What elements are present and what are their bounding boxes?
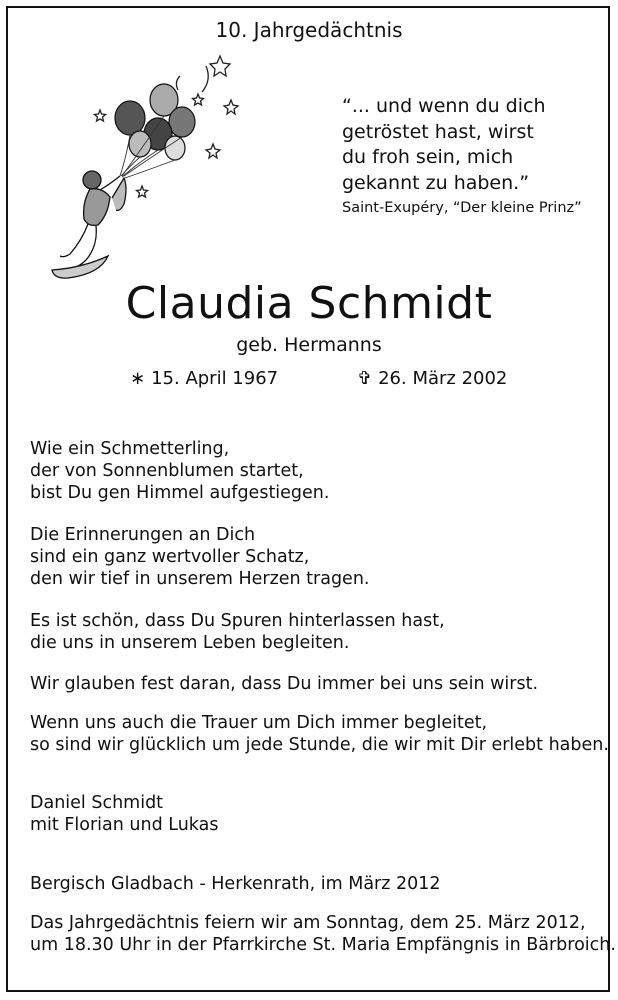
poem-stanza [30,610,445,654]
deceased-name: Claudia Schmidt [125,278,493,329]
star-icon [224,100,238,114]
star-icon [137,186,148,197]
poem-line: Wenn uns auch die Trauer um Dich immer begleitet, [30,713,488,733]
poem-stanza [30,524,369,590]
quote-line: du froh sein, mich [342,146,514,168]
poem-line: der von Sonnenblumen startet, [30,461,304,481]
death-date: 26. März 2002 [378,368,508,389]
star-icon [95,110,106,121]
poem-stanza [30,673,538,695]
poem-line: bist Du gen Himmel aufgestiegen. [30,483,330,503]
balloon-child-illustration [30,48,250,298]
poem-line: Es ist schön, dass Du Spuren hinterlassen hast, [30,611,445,631]
star-icon [210,56,230,76]
quote-source: Saint-Exupéry, “Der kleine Prinz” [342,200,582,216]
poem-line: den wir tief in unserem Herzen tragen. [30,569,370,589]
poem-line: Wir glauben fest daran, dass Du immer bei uns sein wirst. [30,674,539,694]
poem-stanza [30,712,609,756]
star-icon [193,94,204,105]
poem-stanza [30,438,329,504]
signer-line: mit Florian und Lukas [30,815,219,835]
service-line: um 18.30 Uhr in der Pfarrkirche St. Maria Empfängnis in Bärbroich. [30,935,616,955]
poem-line: die uns in unserem Leben begleiten. [30,633,350,653]
star-icon [206,144,220,158]
maiden-name: geb. Hermanns [236,334,382,356]
cross-icon: ✞ [357,368,373,389]
signer-line: Daniel Schmidt [30,793,164,813]
quote-line: gekannt zu haben.” [342,171,530,194]
birth-date: 15. April 1967 [151,368,279,389]
quote-line: getröstet hast, wirst [342,120,534,143]
birth-star-icon: ∗ [130,368,146,389]
birth-date-line [130,368,278,389]
service-line: Das Jahrgedächtnis feiern wir am Sonntag, dem 25. März 2012, [30,913,586,933]
quote-line: “... und wenn du dich [342,95,546,117]
quote-block [342,94,546,196]
signers-block [30,792,218,836]
poem-line: so sind wir glücklich um jede Stunde, die wir mit Dir erlebt haben. [30,735,609,755]
poem-line: sind ein ganz wertvoller Schatz, [30,547,310,567]
poem-line: Die Erinnerungen an Dich [30,525,256,545]
anniversary-title: 10. Jahrgedächtnis [215,18,403,42]
place-date: Bergisch Gladbach - Herkenrath, im März 2012 [30,874,441,894]
service-info [30,912,616,956]
death-date-line [357,368,507,389]
poem-line: Wie ein Schmetterling, [30,439,230,459]
